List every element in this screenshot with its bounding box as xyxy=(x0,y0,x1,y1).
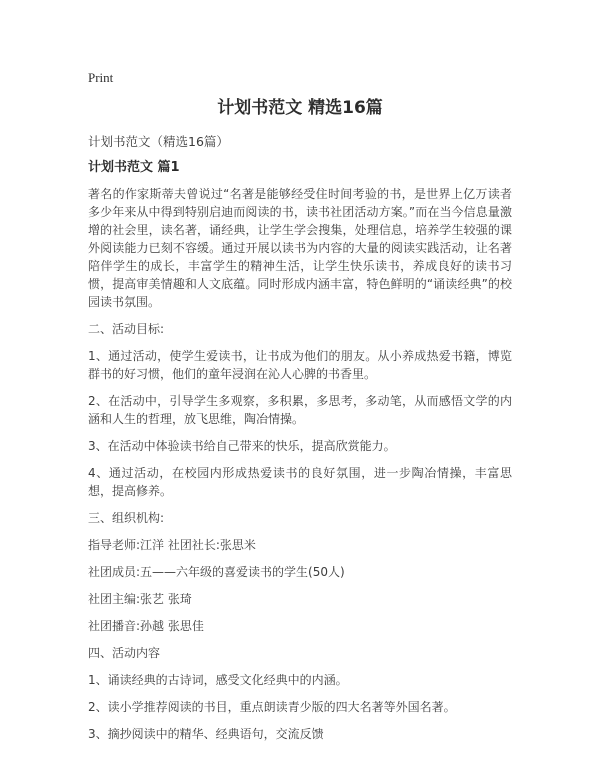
paragraph: 著名的作家斯蒂夫曾说过“名著是能够经受住时间考验的书，是世界上亿万读者多少年来从中得到特别启迪而阅读的书，读书社团活动方案。”而在当今信息量激增的社会里，读名著，诵经典，让学生学会搜集，处理信息，培养学生较强的课外阅读能力已刻不容缓。通过开展以读书为内容的大量的阅读实践活动，让名著陪伴学生的成长，丰富学生的精神生活，让学生快乐读书，养成良好的读书习惯，提高审美情趣和人文底蕴。同时形成内涵丰富，特色鲜明的“诵读经典”的校园读书氛围。 xyxy=(88,187,512,309)
paragraph: 3、摘抄阅读中的精华、经典语句，交流反馈 xyxy=(88,727,324,741)
document-body xyxy=(88,185,512,743)
paragraph: 指导老师:江洋 社团社长:张思米 xyxy=(88,538,256,552)
paragraph: 社团主编:张艺 张琦 xyxy=(88,592,192,606)
document-subtitle: 计划书范文（精选16篇） xyxy=(88,134,229,149)
paragraph: 4、通过活动，在校园内形成热爱读书的良好氛围，进一步陶冶情操，丰富思想，提高修养。 xyxy=(88,466,512,498)
page-title: 计划书范文 精选16篇 xyxy=(217,98,383,118)
paragraph: 四、活动内容 xyxy=(88,646,161,660)
paragraph: 1、通过活动，使学生爱读书，让书成为他们的朋友。从小养成热爱书籍，博览群书的好习惯，他们的童年浸润在沁人心脾的书香里。 xyxy=(88,349,512,381)
paragraph: 2、读小学推荐阅读的书目，重点朗读青少版的四大名著等外国名著。 xyxy=(88,700,456,714)
section-title: 计划书范文 篇1 xyxy=(88,160,180,175)
paragraph: 3、在活动中体验读书给自己带来的快乐，提高欣赏能力。 xyxy=(88,439,396,453)
paragraph: 社团成员:五——六年级的喜爱读书的学生(50人) xyxy=(88,565,345,579)
paragraph: 三、组织机构: xyxy=(88,511,165,525)
paragraph: 社团播音:孙越 张思佳 xyxy=(88,619,204,633)
paragraph: 二、活动目标: xyxy=(88,322,165,336)
paragraph: 2、在活动中，引导学生多观察，多积累，多思考，多动笔，从而感悟文学的内涵和人生的哲理，放飞思维，陶冶情操。 xyxy=(88,394,512,426)
print-link[interactable]: Print xyxy=(88,70,114,85)
document-content xyxy=(88,96,512,743)
paragraph: 1、诵读经典的古诗词，感受文化经典中的内涵。 xyxy=(88,673,348,687)
